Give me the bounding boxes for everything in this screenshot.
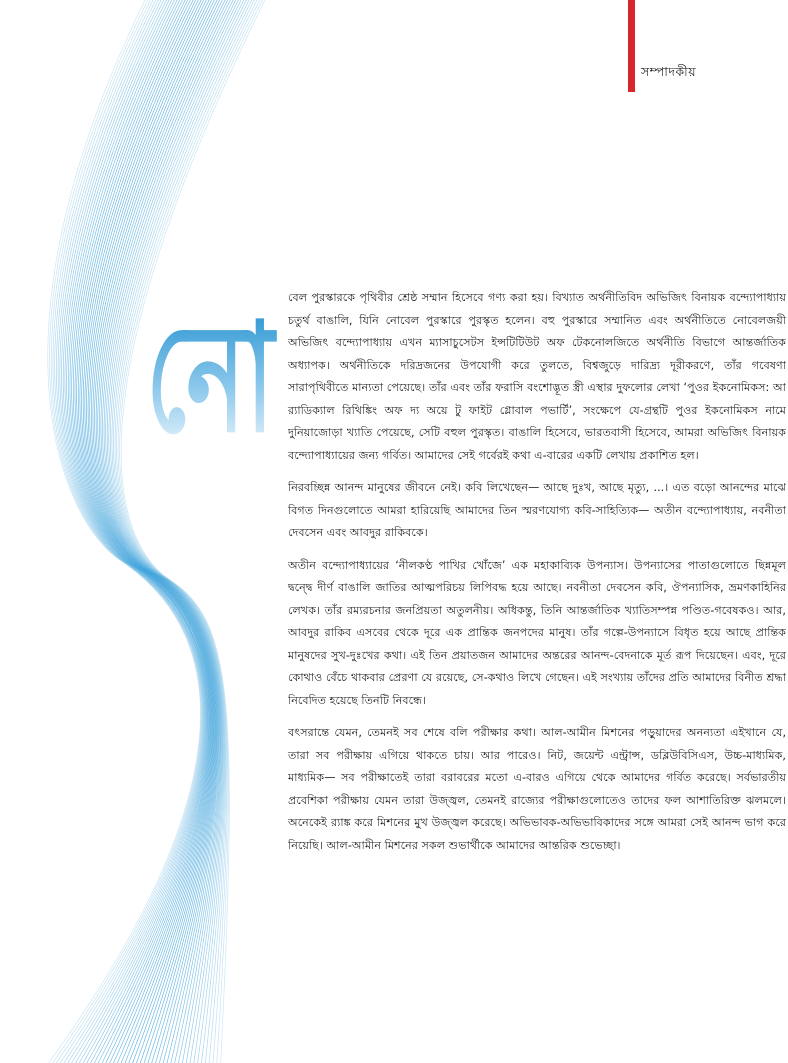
wave-decoration	[0, 0, 300, 1063]
article-body	[288, 287, 786, 867]
wave-line	[117, 0, 262, 1063]
wave-line	[121, 0, 270, 1063]
accent-bar	[628, 0, 635, 92]
paragraph-nobel: বেল পুরস্কারকে পৃথিবীর শ্রেষ্ঠ সম্মান হিসেবে গণ্য করা হয়। বিখ্যাত অর্থনীতিবিদ অভিজিৎ বিনায়ক বন্দ্যোপাধ্যায় চতুর্থ বাঙালি, যিনি নোবেল পুরস্কারে পুরস্কৃত হলেন। বহু পুরস্কারে সম্মানিত এবং অর্থনীতিতে নোবেলজয়ী অভিজিৎ বন্দ্যোপাধ্যায় এখন ম্যাসাচুসেটস ইন্সটিটিউট অফ টেকনোলজিতে অর্থনীতি বিভাগে আন্তর্জাতিক অধ্যাপক। অর্থনীতিকে দরিদ্রজনের উপযোগী করে তুলতে, বিশ্বজুড়ে দারিদ্র্য দূরীকরণে, তাঁর গবেষণা সারাপৃথিবীতে মান্যতা পেয়েছে। তাঁর এবং তাঁর ফরাসি বংশোদ্ভূত স্ত্রী এস্থার দুফলোর লেখা ‘পুওর ইকনোমিকস: আ র‍্যাডিক্যাল রিথিঙ্কিং অফ দ্য অয়ে টু ফাইট গ্লোবাল পভার্টি’, সংক্ষেপে যে-গ্রন্থটি পুওর ইকনোমিকস নামে দুনিয়াজোড়া খ্যাতি পেয়েছে, সেটি বহুল পুরস্কৃত। বাঙালি হিসেবে, ভারতবাসী হিসেবে, আমরা অভিজিৎ বিনায়ক বন্দ্যোপাধ্যায়ের জন্য গর্বিত। আমাদের সেই গর্বেরই কথা এ-বারের একটি লেখায় প্রকাশিত হল।	[288, 291, 786, 462]
dropcap	[146, 262, 277, 466]
wave-line	[120, 0, 268, 1063]
paragraph-exams: বৎসরান্তে যেমন, তেমনই সব শেষে বলি পরীক্ষার কথা। আল-আমীন মিশনের পড়ুয়াদের অনন্যতা এইখানে যে, তারা সব পরীক্ষায় এগিয়ে থাকতে চায়। আর পারেও। নিট, জয়েন্ট এন্ট্রান্স, ডব্লিউবিসিএস, উচ্চ-মাধ্যমিক, মাধ্যমিক— সব পরীক্ষাতেই তারা বরাবরের মতো এ-বারও এগিয়ে থেকে আমাদের গর্বিত করেছে। সর্বভারতীয় প্রবেশিকা পরীক্ষায় যেমন তারা উজ্জ্বল, তেমনই রাজ্যের পরীক্ষাগুলোতেও তাদের ফল আশাতিরিক্ত ঝলমলে। অনেকেই র‍্যাঙ্ক করে মিশনের মুখ উজ্জ্বল করেছে। অভিভাবক-অভিভাবিকাদের সঙ্গে আমরা সেই আনন্দ ভাগ করে নিয়েছি। আল-আমীন মিশনের সকল শুভার্থীকে আমাদের আন্তরিক শুভেচ্ছা।	[288, 726, 786, 852]
wave-line	[101, 0, 235, 1063]
dropcap-glyph: নো	[146, 292, 277, 466]
wave-line	[63, 0, 205, 1063]
paragraph-tribute: অতীন বন্দ্যোপাধ্যায়ের ‘নীলকণ্ঠ পাখির খোঁজে’ এক মহাকাব্যিক উপন্যাস। উপন্যাসের পাতাগুলোতে ছিন্নমূল দ্বন্দ্বে দীর্ণ বাঙালি জাতির আত্মপরিচয় লিপিবদ্ধ হয়ে আছে। নবনীতা দেবসেন কবি, ঔপন্যাসিক, ভ্রমণকাহিনির লেখক। তাঁর রম্যরচনার জনপ্রিয়তা অতুলনীয়। অধিকন্তু, তিনি আন্তর্জাতিক খ্যাতিসম্পন্ন পণ্ডিত-গবেষকও। আর, আবদুর রাকিব এসবের থেকে দূরে এক প্রান্তিক জনপদের মানুষ। তাঁর গল্পে-উপন্যাসে বিধৃত হয়ে আছে প্রান্তিক মানুষদের সুখ-দুঃখের কথা। এই তিন প্রয়াতজন আমাদের অন্তরের আনন্দ-বেদনাকে মূর্ত রূপ দিয়েছেন। এবং, দূরে কোথাও বেঁচে থাকবার প্রেরণা যে রয়েছে, সে-কথাও লিখে গেছেন। এই সংখ্যায় তাঁদের প্রতি আমাদের বিনীত শ্রদ্ধা নিবেদিত হয়েছে তিনটি নিবন্ধে।	[288, 558, 786, 707]
paragraph-loss: নিরবচ্ছিন্ন আনন্দ মানুষের জীবনে নেই। কবি লিখেছেন— আছে দুঃখ, আছে মৃত্যু, ...। এত বড়ো আনন্দের মাঝে বিগত দিনগুলোতে আমরা হারিয়েছি আমাদের তিন স্মরণযোগ্য কবি-সাহিত্যিক— অতীন বন্দ্যোপাধ্যায়, নবনীতা দেবসেন এবং আবদুর রাকিবকে।	[288, 481, 786, 539]
wave-line	[67, 0, 207, 1063]
section-label: সম্পাদকীয়	[641, 64, 697, 79]
